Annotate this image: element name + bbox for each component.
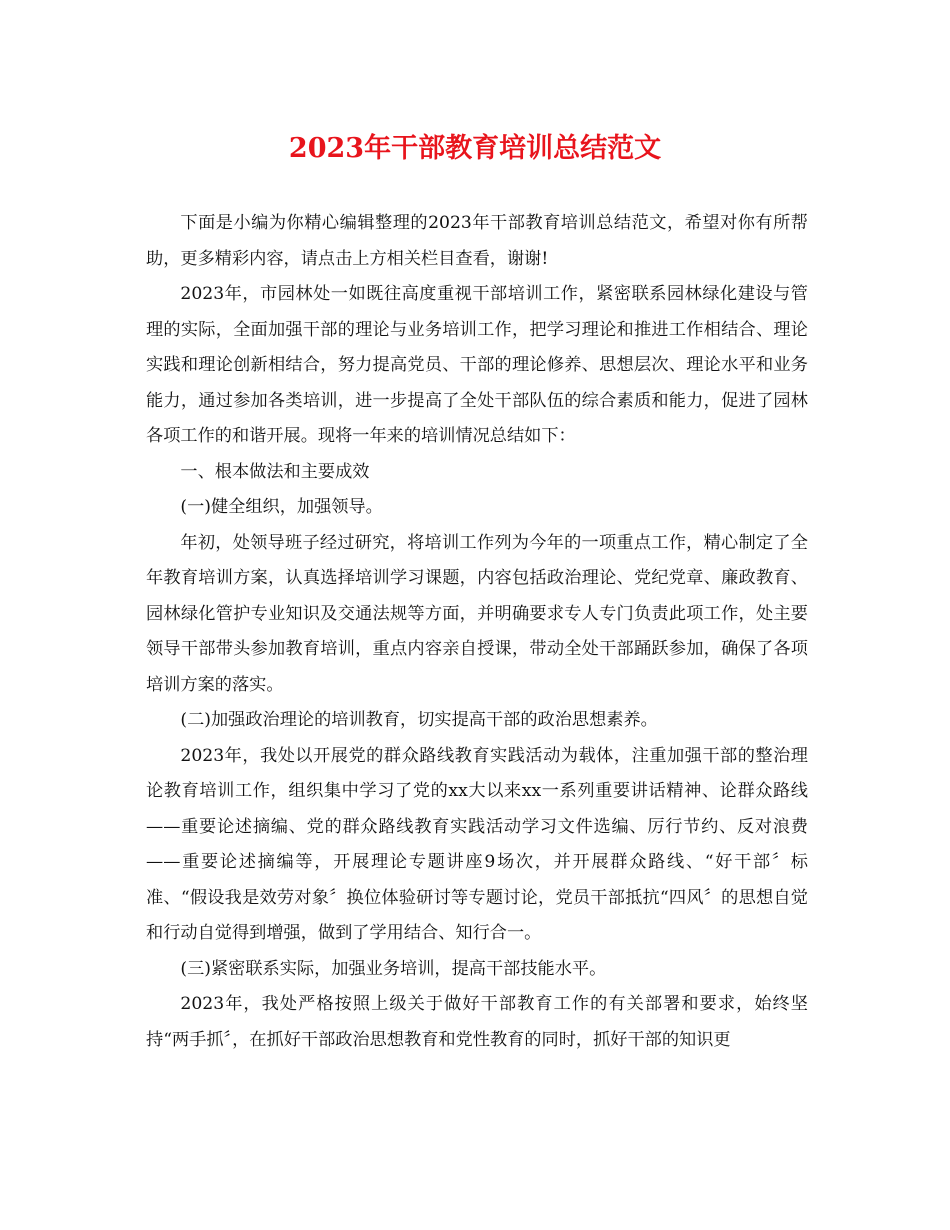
subsection-heading-1: (一)健全组织，加强领导。 [180,497,383,517]
subsection-heading-3: (三)紧密联系实际，加强业务培训，提高干部技能水平。 [180,958,607,979]
document-body [146,206,808,1058]
section-heading-1: 一、根本做法和主要成效 [180,461,370,482]
paragraph-business-training: 2023年，我处严格按照上级关于做好干部教育工作的有关部署和要求，始终坚持“两手抓〞，在抓好干部政治思想教育和党性教育的同时，抓好干部的知识更 [146,994,808,1050]
paragraph-political-training: 2023年，我处以开展党的群众路线教育实践活动为载体，注重加强干部的整治理论教育培训工作，组织集中学习了党的xx大以来xx一系列重要讲话精神、论群众路线——重要论述摘编、党的群众路线教育实践活动学习文件选编、厉行节约、反对浪费——重要论述摘编等，开展理论专题讲座9场次，并开展群众路线、“好干部〞标准、“假设我是效劳对象〞换位体验研讨等专题讨论，党员干部抵抗“四风〞的思想自觉和行动自觉得到增强，做到了学用结合、知行合一。 [146,745,808,943]
document-title: 2023年干部教育培训总结范文 [288,133,662,164]
subsection-heading-2: (二)加强政治理论的培训教育，切实提高干部的政治思想素养。 [180,710,658,730]
paragraph-overview: 2023年，市园林处一如既往高度重视干部培训工作，紧密联系园林绿化建设与管理的实际，全面加强干部的理论与业务培训工作，把学习理论和推进工作相结合、理论实践和理论创新相结合，努力提高党员、干部的理论修养、思想层次、理论水平和业务能力，通过参加各类培训，进一步提高了全处干部队伍的综合素质和能力，促进了园林各项工作的和谐开展。现将一年来的培训情况总结如下： [146,284,808,446]
paragraph-organization: 年初，处领导班子经过研究，将培训工作列为今年的一项重点工作，精心制定了全年教育培训方案，认真选择培训学习课题，内容包括政治理论、党纪党章、廉政教育、园林绿化管护专业知识及交通法规等方面，并明确要求专人专门负责此项工作，处主要领导干部带头参加教育培训，重点内容亲自授课，带动全处干部踊跃参加，确保了各项培训方案的落实。 [146,532,808,695]
paragraph-intro: 下面是小编为你精心编辑整理的2023年干部教育培训总结范文，希望对你有所帮助，更多精彩内容，请点击上方相关栏目查看，谢谢! [146,213,808,269]
